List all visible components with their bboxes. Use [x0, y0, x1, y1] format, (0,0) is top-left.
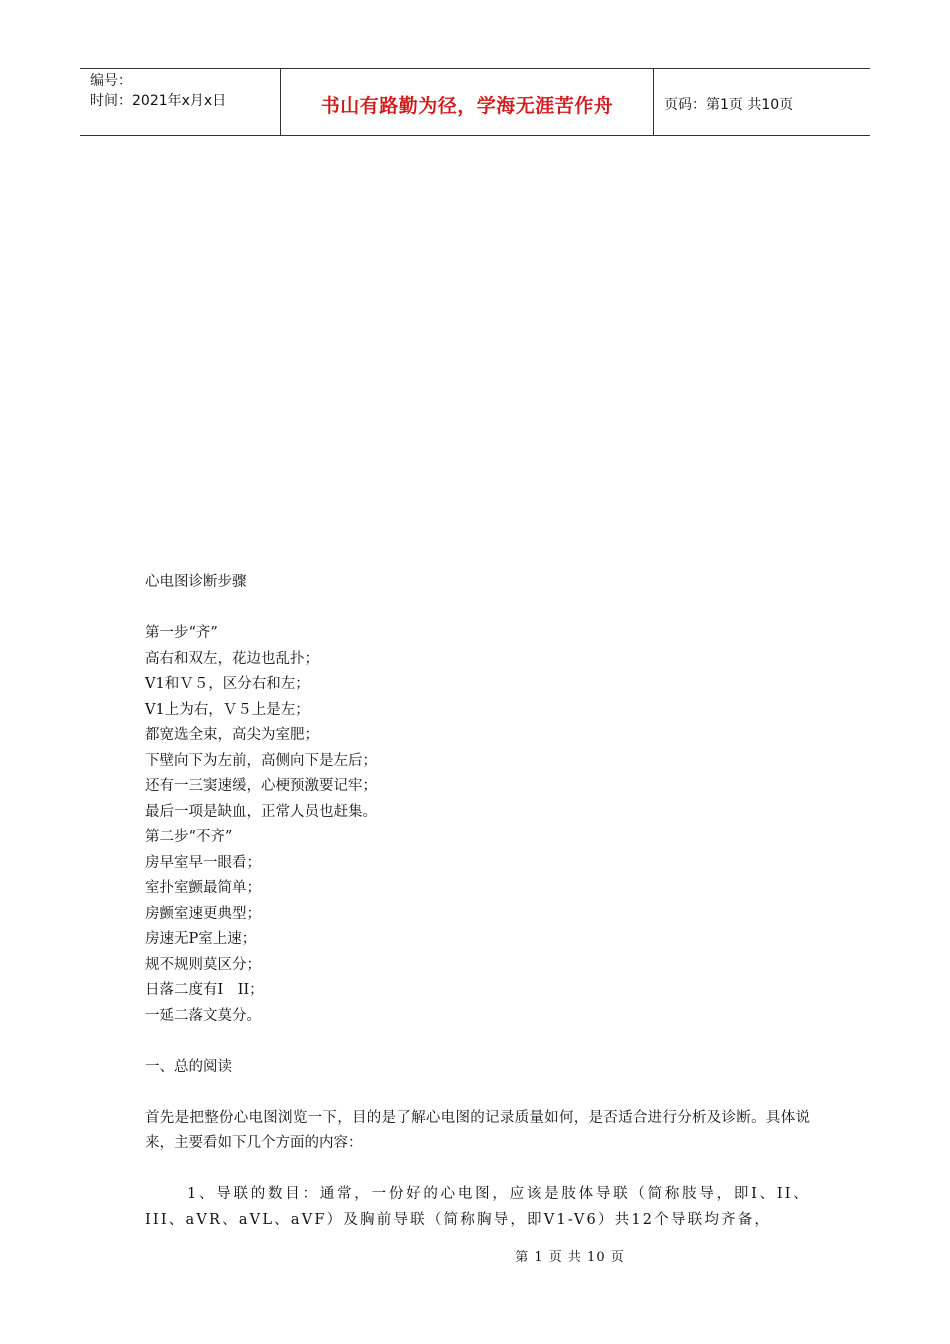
time-label: 时间：2021年x月x日: [90, 93, 227, 109]
step1-line: 最后一项是缺血，正常人员也赶集。: [145, 803, 377, 820]
step2-line: 房速无P室上速；: [145, 931, 257, 947]
step2-line: 规不规则莫区分；: [145, 956, 261, 973]
spacer: [145, 596, 810, 622]
motto-text: 书山有路勤为径，学海无涯苦作舟: [320, 94, 614, 117]
step1-line: 下壁向下为左前，高侧向下是左后；: [145, 752, 377, 769]
step1-line: 都宽选全束，高尖为室肥；: [145, 727, 319, 743]
section1-title: 一、总的阅读: [145, 1058, 232, 1075]
header-page-cell: [654, 69, 870, 135]
page-info: 页码：第1页 共10页: [664, 97, 794, 113]
step1-line: 高右和双左，花边也乱扑；: [145, 650, 319, 667]
step2-line: 房早室早一眼看；: [145, 854, 261, 871]
header-motto-cell: [281, 69, 654, 135]
step1-line: V1和Ｖ５，区分右和左；: [145, 676, 310, 692]
document-title: 心电图诊断步骤: [145, 574, 247, 590]
header-info-cell: [80, 69, 281, 135]
step1-title: 第一步“齐”: [145, 625, 218, 641]
spacer: [145, 1157, 810, 1183]
step2-line: 一延二落文莫分。: [145, 1007, 261, 1024]
header-table: [80, 68, 870, 136]
step1-line: 还有一三窦速缓，心梗预激要记牢；: [145, 778, 377, 794]
step2-line: 室扑室颤最简单；: [145, 880, 261, 896]
step2-title: 第二步“不齐”: [145, 829, 233, 845]
item1-paragraph: 1、导联的数目：通常，一份好的心电图，应该是肢体导联（简称肢导，即I、II、III、aVR、aVL、aVF）及胸前导联（简称胸导，即V1-V6）共12个导联均齐备，: [145, 1186, 810, 1228]
step2-line: 日落二度有I II；: [145, 982, 264, 998]
spacer: [145, 1080, 810, 1106]
section1-paragraph: 首先是把整份心电图浏览一下，目的是了解心电图的记录质量如何，是否适合进行分析及诊断。具体说来，主要看如下几个方面的内容：: [145, 1109, 810, 1151]
number-label: 编号：: [90, 73, 132, 89]
document-body: [145, 570, 810, 1233]
step2-line: 房颤室速更典型；: [145, 905, 261, 922]
step1-line: V1上为右，Ｖ５上是左；: [145, 701, 310, 718]
spacer: [145, 1029, 810, 1055]
page-footer: 第 1 页 共 10 页: [515, 1250, 625, 1265]
